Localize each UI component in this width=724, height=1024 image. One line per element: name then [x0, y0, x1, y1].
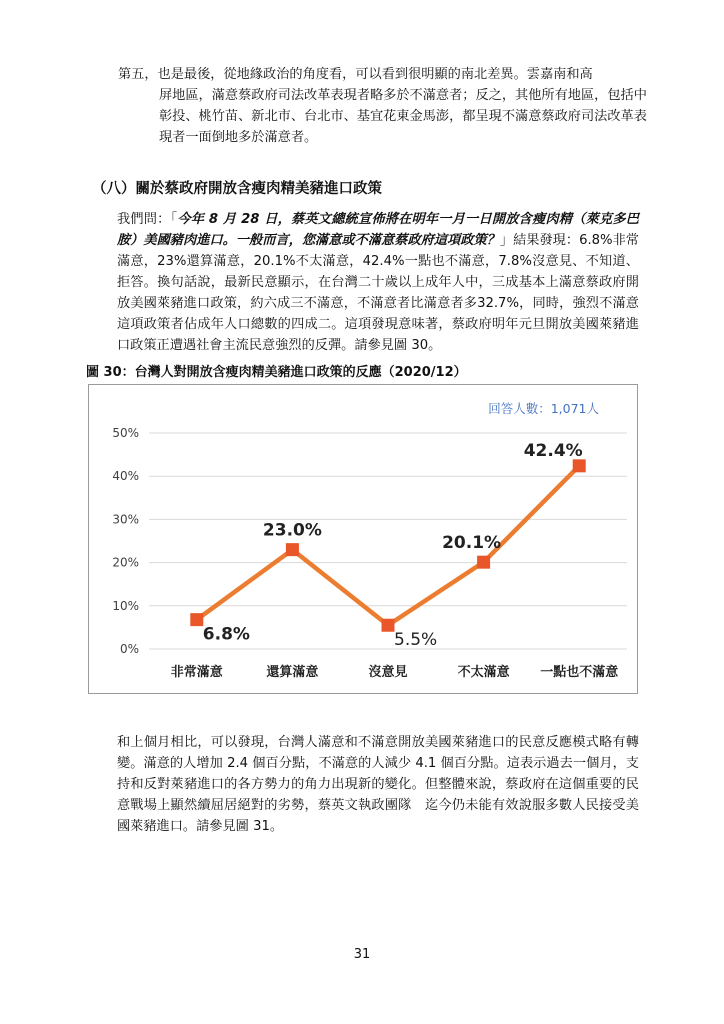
data-point-marker — [382, 619, 395, 632]
page-number: 31 — [353, 947, 371, 962]
y-tick-label: 0% — [119, 642, 139, 656]
line-chart — [88, 384, 638, 694]
question-intro: 我們問：「 — [117, 212, 178, 227]
x-tick-label: 非常滿意 — [170, 665, 223, 680]
x-tick-label: 還算滿意 — [266, 665, 319, 680]
respondent-count-note: 回答人數：1,071人 — [488, 401, 599, 416]
x-tick-label: 不太滿意 — [457, 665, 510, 680]
data-label: 6.8% — [202, 624, 250, 645]
section-five-rest: 屏地區，滿意蔡政府司法改革表現者略多於不滿意者；反之，其他所有地區，包括中彰投、桃竹苗、新北市、台北市、基宜花東金馬澎，都呈現不滿意蔡政府司法改革表現者一面倒地多於滿意者。 — [159, 88, 647, 145]
y-tick-label: 10% — [112, 598, 139, 613]
y-tick-label: 30% — [112, 512, 139, 527]
data-label: 42.4% — [523, 440, 583, 461]
x-tick-label: 沒意見 — [368, 665, 408, 680]
data-label: 23.0% — [262, 520, 322, 541]
data-point-marker — [190, 613, 203, 626]
y-tick-label: 40% — [112, 469, 139, 484]
survey-result-text: 」結果發現：6.8%非常滿意，23%還算滿意，20.1%不太滿意，42.4%一點也不滿意，7.8%沒意見、不知道、拒答。換句話說，最新民意顯示，在台灣二十歲以上成年人中，三成基本上滿意蔡政府開放美國萊豬進口政策，約六成三不滿意，不滿意者比滿意者多32.7%，同時，強烈不滿意這項政策者佔成年人口總數的四成二。這項發現意味著，蔡政府明年元旦開放美國萊豬進口政策正遭遇社會主流民意強烈的反彈。請參見圖 30。 — [117, 233, 639, 353]
x-tick-label: 一點也不滿意 — [540, 665, 619, 680]
series-line — [197, 466, 579, 625]
data-label: 20.1% — [442, 533, 502, 554]
chart-canvas — [89, 385, 637, 693]
data-label: 5.5% — [394, 630, 438, 651]
y-tick-label: 50% — [112, 426, 139, 440]
comparison-text: 和上個月相比，可以發現，台灣人滿意和不滿意開放美國萊豬進口的民意反應模式略有轉變。滿意的人增加 2.4 個百分點，不滿意的人減少 4.1 個百分點。這表示過去一個月，支持和反對萊豬進口的各方勢力的角力出現新的變化。但整體來說，蔡政府在這個重要的民意戰場上顯然續屈居絕對的劣勢，蔡英文執政團隊 迄今仍未能有效說服多數人民接受美國萊豬進口。請參見圖 31。 — [117, 735, 639, 834]
y-tick-label: 20% — [112, 555, 139, 570]
data-point-marker — [286, 543, 299, 556]
survey-result-paragraph — [87, 209, 639, 356]
data-point-marker — [477, 556, 490, 569]
figure-caption: 圖 30：台灣人對開放含瘦肉精美豬進口政策的反應（2020/12） — [86, 365, 467, 380]
comparison-paragraph — [87, 732, 639, 837]
section-five-paragraph — [118, 64, 650, 148]
data-point-marker — [573, 459, 586, 472]
survey-question: 今年 8 月 28 日，蔡英文總統宣佈將在明年一月一日開放含瘦肉精（萊克多巴胺）美國豬肉進口。一般而言，您滿意或不滿意蔡政府這項政策？ — [117, 212, 639, 248]
section-heading: （八）關於蔡政府開放含瘦肉精美豬進口政策 — [92, 180, 382, 197]
section-five-first-line: 第五，也是最後，從地緣政治的角度看，可以看到很明顯的南北差異。雲嘉南和高 — [118, 67, 593, 82]
